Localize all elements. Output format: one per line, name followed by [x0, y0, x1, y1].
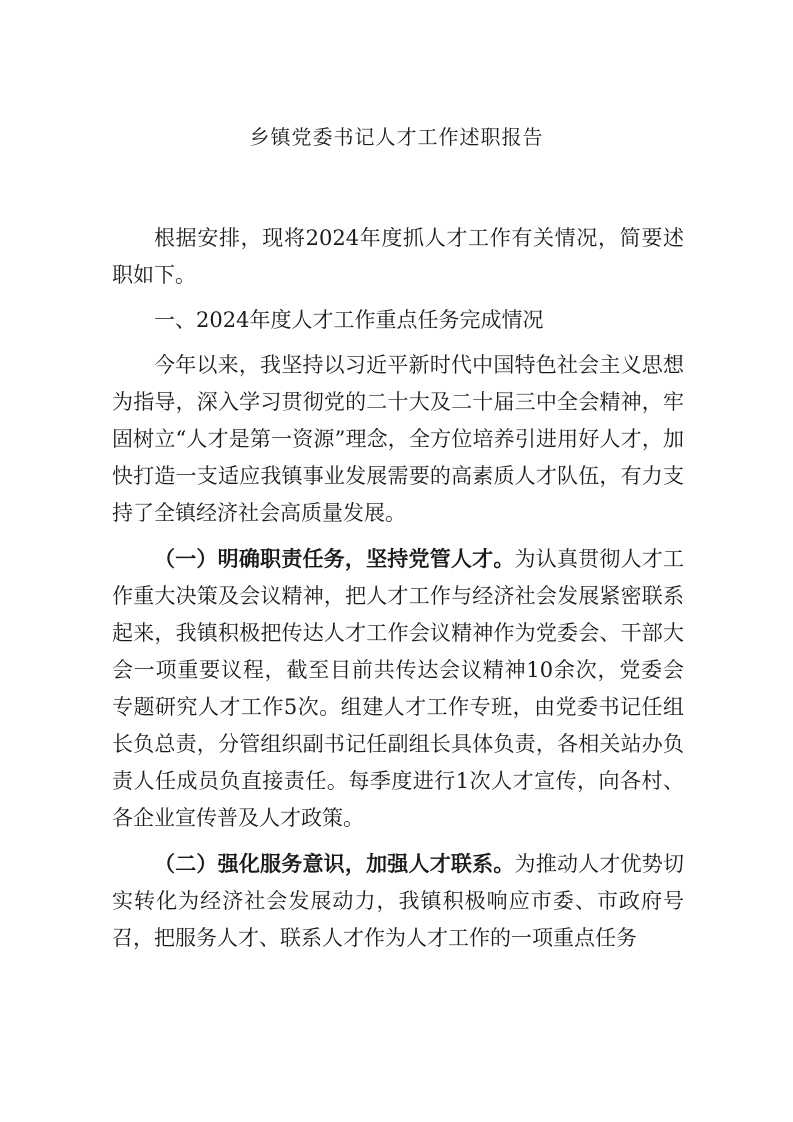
- subsection-2-title: （二）强化服务意识，加强人才联系。: [154, 851, 515, 876]
- subsection-2-text: 为推动人才优势切实转化为经济社会发展动力，我镇积极响应市委、市政府号召，把服务人才、联系人才作为人才工作的一项重点任务: [112, 852, 685, 950]
- subsection-1-paragraph: [112, 540, 684, 837]
- subsection-2-paragraph: [112, 845, 684, 957]
- subsection-1-text: 为认真贯彻人才工作重大决策及会议精神，把人才工作与经济社会发展紧密联系起来，我镇积极把传达人才工作会议精神作为党委会、干部大会一项重要议程，截至目前共传达会议精神10余次，党委会专题研究人才工作5次。组建人才工作专班，由党委书记任组长负总责，分管组织副书记任副组长具体负责，各相关站办负责人任成员负直接责任。每季度进行1次人才宣传，向各村、各企业宣传普及人才政策。: [112, 547, 685, 830]
- document-title: 乡镇党委书记人才工作述职报告: [249, 125, 544, 149]
- subsection-1-title: （一）明确职责任务，坚持党管人才。: [154, 546, 515, 571]
- section-heading-1: 一、2024年度人才工作重点任务完成情况: [154, 308, 544, 332]
- document-body: [112, 220, 684, 957]
- intro-paragraph: 根据安排，现将2024年度抓人才工作有关情况，简要述职如下。: [112, 226, 684, 287]
- section-1-intro-paragraph: 今年以来，我坚持以习近平新时代中国特色社会主义思想为指导，深入学习贯彻党的二十大及二十届三中全会精神，牢固树立“人才是第一资源”理念，全方位培养引进用好人才，加快打造一支适应我镇事业发展需要的高素质人才队伍，有力支持了全镇经济社会高质量发展。: [112, 353, 684, 525]
